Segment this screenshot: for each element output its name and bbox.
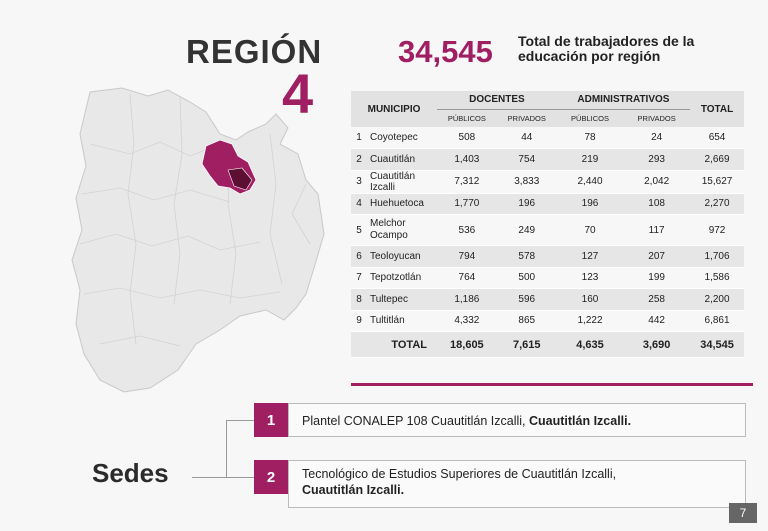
row-doc-pub: 536 [437, 215, 497, 246]
totals-doc-pub: 18,605 [437, 332, 497, 358]
row-index: 2 [351, 149, 367, 171]
row-adm-pub: 123 [557, 267, 623, 289]
connector-line [192, 477, 226, 478]
row-doc-pub: 4,332 [437, 310, 497, 332]
connector-line [226, 420, 254, 421]
row-adm-pub: 127 [557, 246, 623, 268]
row-municipio: Tepotzotlán [367, 267, 437, 289]
sub-admin-privados: PRIVADOS [623, 109, 690, 127]
sede-name: Tecnológico de Estudios Superiores de Cuautitlán Izcalli, [302, 467, 617, 481]
row-municipio: Huehuetoca [367, 193, 437, 215]
row-doc-pub: 1,770 [437, 193, 497, 215]
row-adm-priv: 207 [623, 246, 690, 268]
section-divider [351, 383, 753, 386]
row-doc-pub: 1,403 [437, 149, 497, 171]
col-docentes: DOCENTES [437, 91, 557, 109]
col-administrativos: ADMINISTRATIVOS [557, 91, 690, 109]
sede-number-badge: 2 [254, 460, 288, 494]
row-index: 7 [351, 267, 367, 289]
col-total: TOTAL [690, 91, 744, 127]
row-total: 654 [690, 127, 744, 149]
table-row [351, 170, 744, 193]
table-row [351, 149, 744, 171]
row-adm-pub: 219 [557, 149, 623, 171]
connector-line [226, 420, 227, 477]
region-map [70, 84, 340, 396]
row-municipio: Tultitlán [367, 310, 437, 332]
table-row [351, 215, 744, 246]
row-total: 972 [690, 215, 744, 246]
table-row [351, 246, 744, 268]
row-adm-pub: 1,222 [557, 310, 623, 332]
sub-admin-publicos: PÚBLICOS [557, 109, 623, 127]
region-title: REGIÓN [186, 33, 323, 70]
table-row [351, 267, 744, 289]
row-index: 3 [351, 170, 367, 193]
row-municipio: Cuautitlán Izcalli [367, 170, 437, 193]
row-adm-priv: 24 [623, 127, 690, 149]
col-municipio: MUNICIPIO [351, 91, 437, 127]
row-doc-priv: 596 [497, 289, 557, 311]
row-adm-priv: 442 [623, 310, 690, 332]
sede-number-badge: 1 [254, 403, 288, 437]
sub-docentes-publicos: PÚBLICOS [437, 109, 497, 127]
row-doc-priv: 754 [497, 149, 557, 171]
totals-doc-priv: 7,615 [497, 332, 557, 358]
table-row [351, 127, 744, 149]
row-adm-priv: 199 [623, 267, 690, 289]
row-total: 15,627 [690, 170, 744, 193]
row-index: 6 [351, 246, 367, 268]
row-index: 1 [351, 127, 367, 149]
totals-adm-priv: 3,690 [623, 332, 690, 358]
row-adm-pub: 196 [557, 193, 623, 215]
row-adm-priv: 108 [623, 193, 690, 215]
row-adm-pub: 2,440 [557, 170, 623, 193]
row-doc-pub: 1,186 [437, 289, 497, 311]
row-doc-priv: 196 [497, 193, 557, 215]
totals-row [351, 332, 744, 358]
workers-table [351, 91, 744, 358]
table-row [351, 310, 744, 332]
row-doc-priv: 578 [497, 246, 557, 268]
row-adm-pub: 160 [557, 289, 623, 311]
row-total: 1,586 [690, 267, 744, 289]
row-total: 2,270 [690, 193, 744, 215]
row-doc-priv: 3,833 [497, 170, 557, 193]
row-municipio: Cuautitlán [367, 149, 437, 171]
sedes-label: Sedes [92, 458, 169, 488]
sede-name: Plantel CONALEP 108 Cuautitlán Izcalli, [302, 414, 529, 428]
table-row [351, 289, 744, 311]
row-doc-priv: 865 [497, 310, 557, 332]
row-municipio: Tultepec [367, 289, 437, 311]
total-workers-number: 34,545 [398, 34, 493, 69]
sede-municipio: Cuautitlán Izcalli. [302, 483, 405, 497]
sede-item [302, 413, 631, 429]
row-municipio: Coyotepec [367, 127, 437, 149]
row-adm-priv: 293 [623, 149, 690, 171]
row-adm-priv: 117 [623, 215, 690, 246]
row-index: 9 [351, 310, 367, 332]
row-doc-priv: 500 [497, 267, 557, 289]
sub-docentes-privados: PRIVADOS [497, 109, 557, 127]
row-municipio: Teoloyucan [367, 246, 437, 268]
connector-line [226, 477, 254, 478]
row-total: 6,861 [690, 310, 744, 332]
row-adm-pub: 70 [557, 215, 623, 246]
total-workers-description: Total de trabajadores de la educación por región [518, 33, 695, 64]
row-doc-priv: 44 [497, 127, 557, 149]
row-doc-pub: 794 [437, 246, 497, 268]
sede-item [302, 466, 722, 498]
row-doc-pub: 7,312 [437, 170, 497, 193]
row-adm-priv: 2,042 [623, 170, 690, 193]
row-total: 2,200 [690, 289, 744, 311]
table-row [351, 193, 744, 215]
region-number: 4 [282, 62, 314, 125]
row-municipio: Melchor Ocampo [367, 215, 437, 246]
row-adm-priv: 258 [623, 289, 690, 311]
page-number: 7 [729, 503, 757, 523]
row-index: 4 [351, 193, 367, 215]
sede-municipio: Cuautitlán Izcalli. [528, 414, 632, 428]
row-doc-pub: 764 [437, 267, 497, 289]
row-doc-priv: 249 [497, 215, 557, 246]
row-doc-pub: 508 [437, 127, 497, 149]
totals-label: TOTAL [351, 332, 437, 358]
row-total: 1,706 [690, 246, 744, 268]
row-index: 5 [351, 215, 367, 246]
row-adm-pub: 78 [557, 127, 623, 149]
totals-adm-pub: 4,635 [557, 332, 623, 358]
row-index: 8 [351, 289, 367, 311]
totals-total: 34,545 [690, 332, 744, 358]
row-total: 2,669 [690, 149, 744, 171]
